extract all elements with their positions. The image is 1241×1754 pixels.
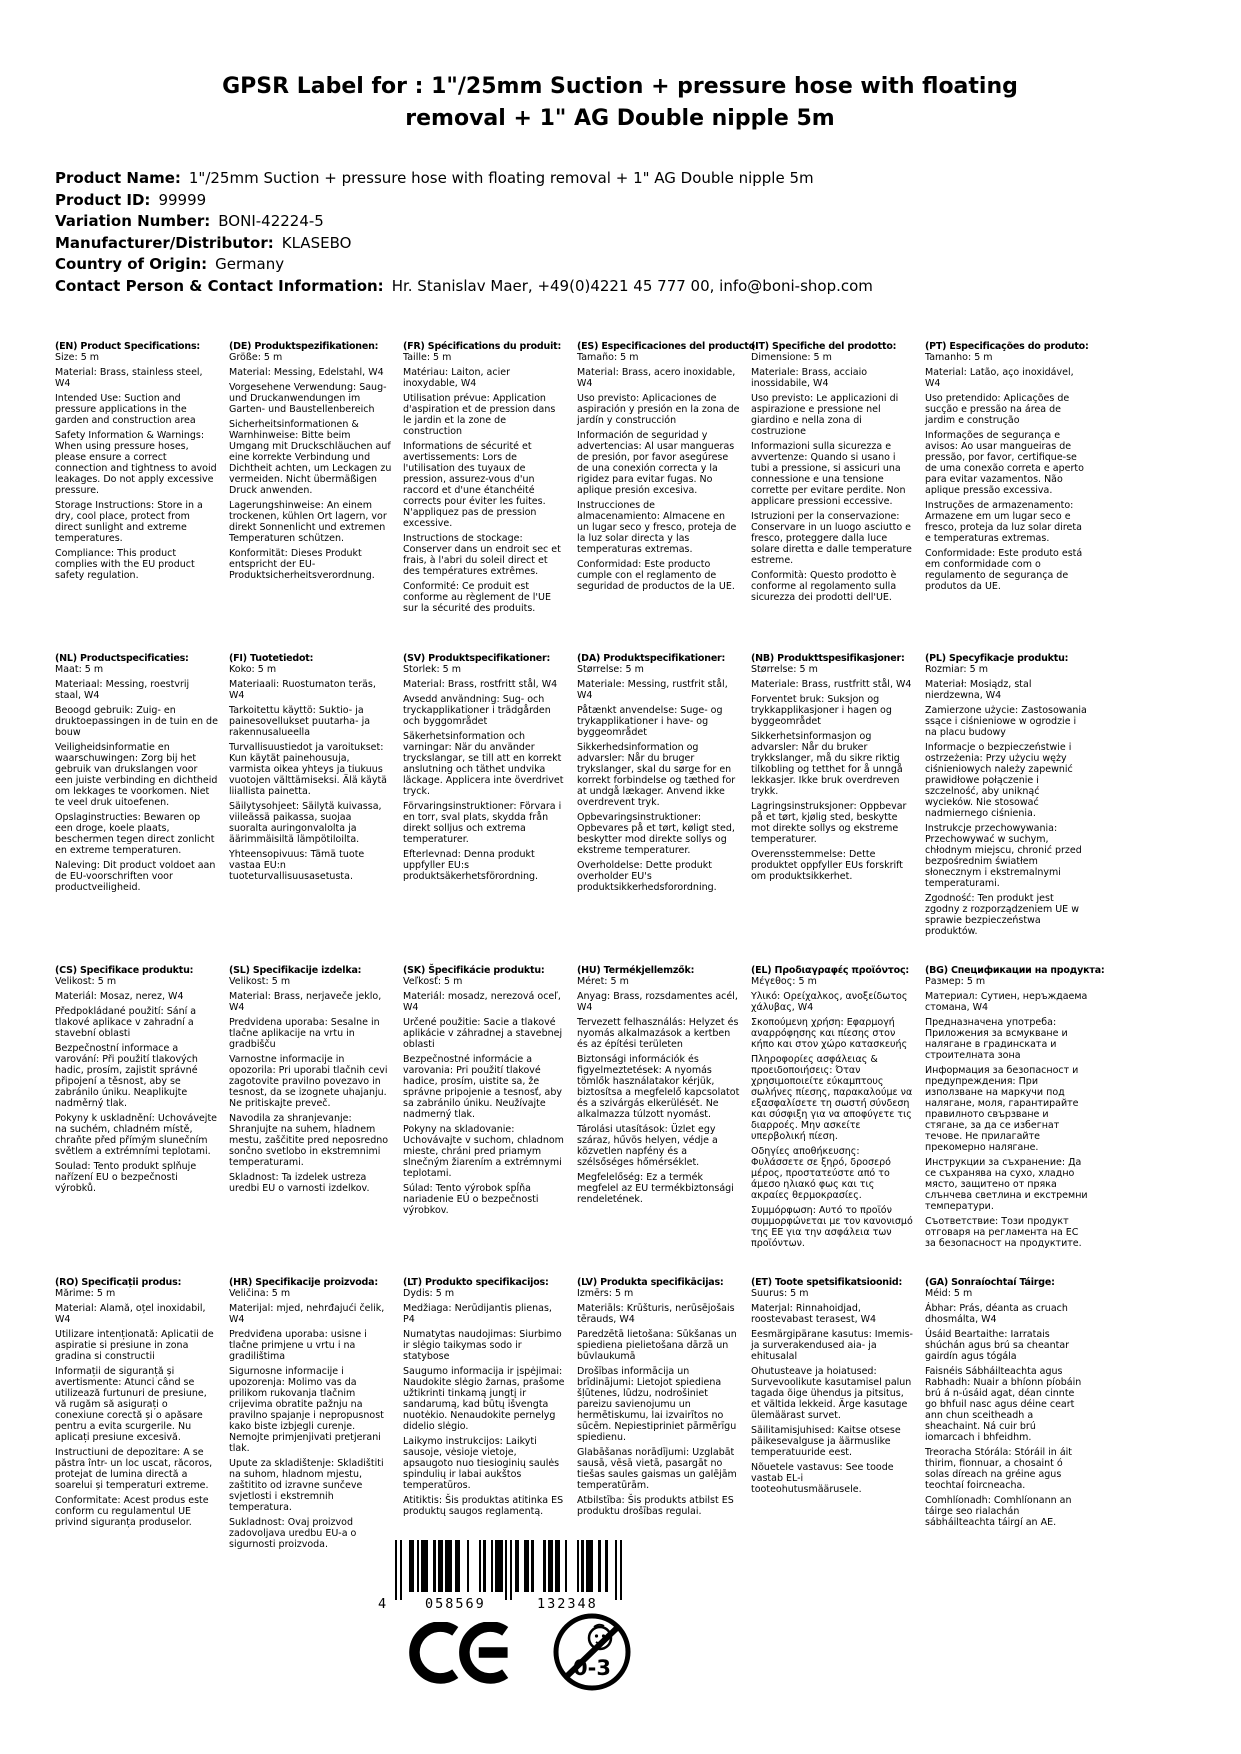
block-paragraph: Uso pretendido: Aplicações de sucção e pressão na área de jardim e construção bbox=[925, 393, 1070, 426]
barcode-digit-first: 4 bbox=[378, 1596, 389, 1612]
block-paragraph: Suurus: 5 m bbox=[751, 1288, 809, 1299]
block-paragraph: Laikymo instrukcijos: Laikyti sausoje, vėsioje vietoje, apsaugoto nuo tiesioginių saulės spindulių ir labai aukštos temperatūros. bbox=[403, 1436, 560, 1491]
block-paragraph: Materiaali: Ruostumaton teräs, W4 bbox=[229, 679, 376, 701]
block-paragraph: Konformität: Dieses Produkt entspricht der EU-Produktsicherheitsverordnung. bbox=[229, 548, 375, 581]
language-block-en bbox=[55, 341, 218, 653]
block-paragraph: Opbevaringsinstruktioner: Opbevares på et tørt, køligt sted, beskytter mod direkte sollys og ekstreme temperaturer. bbox=[577, 812, 735, 856]
block-heading: (ET) Toote spetsifikatsioonid: bbox=[751, 1277, 903, 1288]
block-paragraph: Tarkoitettu käyttö: Suktio- ja painesovellukset puutarha- ja rakennusalueella bbox=[229, 705, 371, 738]
block-paragraph: Pokyny k uskladnění: Uchovávejte na suchém, chladném místě, chraňte před přímým slunečním světlem a extrémními teplotami. bbox=[55, 1113, 218, 1157]
info-line bbox=[55, 168, 873, 190]
block-paragraph: Tárolási utasítások: Üzlet egy száraz, hűvös helyen, védje a közvetlen napfény és a szélsőséges hőmérséklet. bbox=[577, 1124, 718, 1168]
block-heading: (DE) Produktspezifikationen: bbox=[229, 341, 379, 352]
block-paragraph: Informații de siguranță și avertismente: Atunci când se utilizează furtunuri de presiune, vă rugăm să asigurați o conexiune corectă și o apăsare pentru a evita scurgerile. Nu aplicați presiune excesivă. bbox=[55, 1366, 207, 1443]
block-paragraph: Material: Brass, acero inoxidable, W4 bbox=[577, 367, 736, 389]
block-heading: (ES) Especificaciones del producto: bbox=[577, 341, 759, 352]
block-paragraph: Dydis: 5 m bbox=[403, 1288, 455, 1299]
age-warning-label: 0-3 bbox=[573, 1656, 611, 1680]
block-paragraph: Dimensione: 5 m bbox=[751, 352, 832, 363]
block-paragraph: Sikkerhedsinformation og advarsler: Når du bruger trykslanger, skal du sørge for en korrekt forbindelse og tæthed for at undgå lækager. Anvend ikke overdrevent tryk. bbox=[577, 742, 736, 808]
block-paragraph: Инструкции за съхранение: Да се съхранява на сухо, хладно място, защитено от пряка слънчева светлина и екстремни температури. bbox=[925, 1157, 1088, 1212]
block-paragraph: Lagringsinstruksjoner: Oppbevar på et tørt, kjølig sted, beskytte mot direkte sollys og ekstreme temperaturer. bbox=[751, 801, 907, 845]
language-block-hu bbox=[577, 965, 740, 1277]
block-heading: (LV) Produkta specifikācijas: bbox=[577, 1277, 724, 1288]
block-paragraph: Informazioni sulla sicurezza e avvertenze: Quando si usano i tubi a pressione, si assicuri una connessione e una tensione corrette per evitare perdite. Non applicare pressioni eccessive. bbox=[751, 441, 906, 507]
language-block-ro bbox=[55, 1277, 218, 1589]
block-paragraph: Conformitate: Acest produs este conform cu regulamentul UE privind siguranța produselor. bbox=[55, 1495, 209, 1528]
block-heading: (PT) Especificações do produto: bbox=[925, 341, 1089, 352]
block-paragraph: Drošības informācija un brīdinājumi: Lietojot spiediena šļūtenes, lūdzu, nodrošiniet pareizu savienojumu un hermētiskumu, lai izvairītos no sūcēm. Nepiestipriniet pārmērīgu spiedienu. bbox=[577, 1366, 737, 1443]
block-paragraph: Skladnost: Ta izdelek ustreza uredbi EU o varnosti izdelkov. bbox=[229, 1172, 370, 1194]
language-block-bg bbox=[925, 965, 1105, 1277]
info-label: Manufacturer/Distributor: bbox=[55, 233, 274, 252]
block-paragraph: Varnostne informacije in opozorila: Pri uporabi tlačnih cevi zagotovite pravilno povezavo in tesnost, da se izognete uhajanju. Ne pritiskajte preveč. bbox=[229, 1054, 388, 1109]
block-paragraph: Instrucciones de almacenamiento: Almacene en un lugar seco y fresco, proteja de la luz solar directa y las temperaturas extremas. bbox=[577, 500, 737, 555]
block-paragraph: Materiál: mosadz, nerezová oceľ, W4 bbox=[403, 991, 561, 1013]
block-paragraph: Treoracha Stórála: Stóráil in áit thirim, fionnuar, a chosaint ó solas díreach na gréine agus teochtaí foircneacha. bbox=[925, 1447, 1073, 1491]
block-paragraph: Méret: 5 m bbox=[577, 976, 629, 987]
language-block-et bbox=[751, 1277, 914, 1589]
block-heading: (FI) Tuotetiedot: bbox=[229, 653, 314, 664]
block-paragraph: Πληροφορίες ασφάλειας & προειδοποιήσεις: Όταν χρησιμοποιείτε εύκαμπτους σωλήνες πίεσης, παρακαλούμε να εξασφαλίσετε τη σωστή σύνδεση και σύσφιξη για να αποφύγετε τις διαρροές. Μην ασκείτε υπερβολική πίεση. bbox=[751, 1054, 913, 1142]
block-paragraph: Material: Brass, rostfritt stål, W4 bbox=[403, 679, 558, 690]
info-value: Germany bbox=[215, 255, 285, 273]
block-paragraph: Beoogd gebruik: Zuig- en druktoepassingen in de tuin en de bouw bbox=[55, 705, 218, 738]
block-paragraph: Tervezett felhasználás: Helyzet és nyomás alkalmazások a kertben és az építési területen bbox=[577, 1017, 739, 1050]
language-block-ga bbox=[925, 1277, 1088, 1589]
block-paragraph: Instructiuni de depozitare: A se păstra într- un loc uscat, răcoros, protejat de lumina directă a soarelui și temperaturi extreme. bbox=[55, 1447, 213, 1491]
block-paragraph: Sukladnost: Ovaj proizvod zadovoljava uredbu EU-a o sigurnosti proizvoda. bbox=[229, 1517, 357, 1550]
block-heading: (LT) Produkto specifikacijos: bbox=[403, 1277, 549, 1288]
info-value: Hr. Stanislav Maer, +49(0)4221 45 777 00, info@boni-shop.com bbox=[391, 276, 873, 295]
block-heading: (NB) Produkttspesifikasjoner: bbox=[751, 653, 905, 664]
block-paragraph: Naleving: Dit product voldoet aan de EU-voorschriften voor productveiligheid. bbox=[55, 860, 216, 893]
language-block-de bbox=[229, 341, 392, 653]
block-paragraph: Matériau: Laiton, acier inoxydable, W4 bbox=[403, 367, 510, 389]
block-paragraph: Súlad: Tento výrobok spĺňa nariadenie EÚ o bezpečnosti výrobkov. bbox=[403, 1183, 539, 1216]
block-paragraph: Conformidad: Este producto cumple con el reglamento de seguridad de productos de la UE. bbox=[577, 559, 735, 592]
block-paragraph: Materiale: Brass, acciaio inossidabile, W4 bbox=[751, 367, 868, 389]
block-paragraph: Ábhar: Prás, déanta as cruach dhosmálta, W4 bbox=[925, 1303, 1068, 1325]
barcode-digits-right: 132348 bbox=[537, 1596, 598, 1612]
block-paragraph: Säilitamisjuhised: Kaitse otsese päikesevalguse ja äärmuslike temperatuuride eest. bbox=[751, 1425, 901, 1458]
block-paragraph: Μέγεθος: 5 m bbox=[751, 976, 817, 987]
block-paragraph: Förvaringsinstruktioner: Förvara i en torr, sval plats, skydda från direkt solljus och extrema temperaturer. bbox=[403, 801, 562, 845]
block-heading: (EL) Προδιαγραφές προϊόντος: bbox=[751, 965, 909, 976]
block-paragraph: Faisnéis Sábháilteachta agus Rabhadh: Nuair a bhíonn píobáin brú á n-úsáid agat, déan cinnte go bhfuil nasc agus déine ceart ann chun sceitheadh a sheachaint. Ná cuir brú iomarcach i bhfeidhm. bbox=[925, 1366, 1082, 1443]
block-paragraph: Comhlíonadh: Comhlíonann an táirge seo rialachán sábháilteachta táirgí an AE. bbox=[925, 1495, 1072, 1528]
block-paragraph: Ohutusteave ja hoiatused: Survevoolikute kasutamisel palun tagada õige ühendus ja pitsitus, et vältida lekkeid. Ärge kasutage ülemäärast survet. bbox=[751, 1366, 912, 1421]
block-heading: (SL) Specifikacije izdelka: bbox=[229, 965, 362, 976]
block-paragraph: Overensstemmelse: Dette produktet oppfyller EUs forskrift om produktsikkerhet. bbox=[751, 849, 904, 882]
block-paragraph: Material: Brass, stainless steel, W4 bbox=[55, 367, 203, 389]
block-paragraph: Atbilstība: Šis produkts atbilst ES produktu drošības regulai. bbox=[577, 1495, 734, 1517]
info-value: BONI-42224-5 bbox=[218, 212, 324, 230]
block-paragraph: Forventet bruk: Suksjon og trykkapplikasjoner i hagen og byggeområdet bbox=[751, 694, 892, 727]
block-paragraph: Size: 5 m bbox=[55, 352, 100, 363]
language-block-da bbox=[577, 653, 740, 965]
block-paragraph: Uso previsto: Le applicazioni di aspirazione e pressione nel giardino e nella zona di costruzione bbox=[751, 393, 899, 437]
info-label: Product ID: bbox=[55, 190, 151, 209]
block-paragraph: Materiál: Mosaz, nerez, W4 bbox=[55, 991, 184, 1002]
block-paragraph: Säkerhetsinformation och varningar: När du använder tryckslangar, se till att en korrekt anslutning och täthet undvika läckage. Applicera inte överdrivet tryck. bbox=[403, 731, 564, 797]
info-line bbox=[55, 190, 873, 212]
language-block-nb bbox=[751, 653, 914, 965]
block-paragraph: Σκοπούμενη χρήση: Εφαρμογή αναρρόφησης και πίεσης στον κήπο και στον χώρο κατασκευής bbox=[751, 1017, 908, 1050]
language-block-hr bbox=[229, 1277, 392, 1589]
block-paragraph: Glabāšanas norādījumi: Uzglabāt sausā, vēsā vietā, pasargāt no tiešas saules gaismas un galējām temperatūrām. bbox=[577, 1447, 737, 1491]
block-paragraph: Rozmiar: 5 m bbox=[925, 664, 988, 675]
block-paragraph: Predvidena uporaba: Sesalne in tlačne aplikacije na vrtu in gradbišču bbox=[229, 1017, 380, 1050]
block-paragraph: Numatytas naudojimas: Siurbimo ir slėgio taikymas sodo ir statybose bbox=[403, 1329, 562, 1362]
page-title: GPSR Label for : 1"/25mm Suction + pressure hose with floating removal + 1" AG Double nipple 5m bbox=[222, 73, 1018, 131]
block-paragraph: Υλικό: Ορείχαλκος, ανοξείδωτος χάλυβας, W4 bbox=[751, 991, 908, 1013]
block-paragraph: Atitiktis: Šis produktas atitinka ES produktų saugos reglamentą. bbox=[403, 1495, 564, 1517]
product-info bbox=[55, 168, 873, 297]
block-paragraph: Säilytysohjeet: Säilytä kuivassa, viileässä paikassa, suojaa suoralta auringonvalolta ja äärimmäisiltä lämpötiloilta. bbox=[229, 801, 382, 845]
block-paragraph: Eesmärgipärane kasutus: Imemis- ja surverakendused aia- ja ehitusalal bbox=[751, 1329, 913, 1362]
block-heading: (DA) Produktspecifikationer: bbox=[577, 653, 726, 664]
block-paragraph: Uso previsto: Aplicaciones de aspiración y presión en la zona de jardín y construcción bbox=[577, 393, 740, 426]
block-heading: (HU) Termékjellemzők: bbox=[577, 965, 695, 976]
block-paragraph: Compliance: This product complies with the EU product safety regulation. bbox=[55, 548, 195, 581]
block-paragraph: Avsedd användning: Sug- och tryckapplikationer i trädgården och byggområdet bbox=[403, 694, 551, 727]
block-heading: (EN) Product Specifications: bbox=[55, 341, 200, 352]
block-heading: (CS) Specifikace produktu: bbox=[55, 965, 194, 976]
block-paragraph: Größe: 5 m bbox=[229, 352, 283, 363]
block-paragraph: Úsáid Beartaithe: Iarratais shúchán agus brú sa cheantar gairdín agus tógála bbox=[925, 1329, 1070, 1362]
block-paragraph: Sicherheitsinformationen & Warnhinweise: Bitte beim Umgang mit Druckschläuchen auf eine korrekte Verbindung und Dichtheit achten, um Leckagen zu vermeiden. Nicht übermäßigen Druck anwenden. bbox=[229, 419, 392, 496]
block-heading: (FR) Spécifications du produit: bbox=[403, 341, 562, 352]
block-paragraph: Storage Instructions: Store in a dry, cool place, protect from direct sunlight and extreme temperatures. bbox=[55, 500, 203, 544]
block-paragraph: Lagerungshinweise: An einem trockenen, kühlen Ort lagern, vor direkt Sonnenlicht und extremen Temperaturen schützen. bbox=[229, 500, 387, 544]
block-heading: (SK) Špecifikácie produktu: bbox=[403, 965, 545, 976]
block-paragraph: Velikost: 5 m bbox=[229, 976, 291, 987]
block-paragraph: Tamanho: 5 m bbox=[925, 352, 993, 363]
barcode-bars bbox=[395, 1540, 622, 1602]
info-label: Product Name: bbox=[55, 169, 181, 187]
block-paragraph: Veličina: 5 m bbox=[229, 1288, 291, 1299]
language-block-fi bbox=[229, 653, 392, 965]
block-paragraph: Istruzioni per la conservazione: Conservare in un luogo asciutto e fresco, proteggere dalla luce solare diretta e dalle temperature estreme. bbox=[751, 511, 912, 566]
block-paragraph: Safety Information & Warnings: When using pressure hoses, please ensure a correct connection and tightness to avoid leakages. Do not apply excessive pressure. bbox=[55, 430, 217, 496]
block-paragraph: Material: Brass, nerjaveče jeklo, W4 bbox=[229, 991, 382, 1013]
block-paragraph: Koko: 5 m bbox=[229, 664, 277, 675]
block-paragraph: Intended Use: Suction and pressure applications in the garden and construction area bbox=[55, 393, 196, 426]
block-paragraph: Materiał: Mosiądz, stal nierdzewna, W4 bbox=[925, 679, 1032, 701]
block-paragraph: Materiale: Messing, rustfrit stål, W4 bbox=[577, 679, 728, 701]
language-block-el bbox=[751, 965, 914, 1277]
block-paragraph: Съответствие: Този продукт отговаря на регламента на ЕС за безопасност на продуктите. bbox=[925, 1216, 1082, 1249]
block-heading: (NL) Productspecificaties: bbox=[55, 653, 189, 664]
block-paragraph: Предназначена употреба: Приложения за всмукване и налягане в градинската и строителната зона bbox=[925, 1017, 1068, 1061]
block-paragraph: Paredzētā lietošana: Sūkšanas un spiediena pielietošana dārzā un būvlaukumā bbox=[577, 1329, 737, 1362]
ce-mark-icon bbox=[402, 1622, 522, 1688]
block-paragraph: Instrukcje przechowywania: Przechowywać w suchym, chłodnym miejscu, chronić przed bezpośrednim światłem słonecznym i ekstremalnymi temperaturami. bbox=[925, 823, 1082, 889]
block-paragraph: Størrelse: 5 m bbox=[577, 664, 644, 675]
block-paragraph: Maat: 5 m bbox=[55, 664, 104, 675]
block-paragraph: Tamaño: 5 m bbox=[577, 352, 639, 363]
block-paragraph: Utilisation prévue: Application d'aspiration et de pression dans le jardin et la zone de construction bbox=[403, 393, 556, 437]
block-paragraph: Informações de segurança e avisos: Ao usar mangueiras de pressão, por favor, certifique-se de uma conexão correta e aperto para evitar vazamentos. Não aplique pressão excessiva. bbox=[925, 430, 1084, 496]
language-block-sk bbox=[403, 965, 566, 1277]
block-paragraph: Informations de sécurité et avertissements: Lors de l'utilisation des tuyaux de pression, assurez-vous d'un raccord et d'une étanchéité corrects pour éviter les fuites. N'appliquez pas de pression excessive. bbox=[403, 441, 546, 529]
block-paragraph: Upute za skladištenje: Skladištiti na suhom, hladnom mjestu, zaštitito od izravne sunčeve svjetlosti i ekstremnih temperatura. bbox=[229, 1458, 384, 1513]
block-paragraph: Opslaginstructies: Bewaren op een droge, koele plaats, beschermen tegen direct zonlicht en extreme temperaturen. bbox=[55, 812, 215, 856]
language-block-fr bbox=[403, 341, 566, 653]
block-paragraph: Mărime: 5 m bbox=[55, 1288, 116, 1299]
block-paragraph: Veiligheidsinformatie en waarschuwingen: Zorg bij het gebruik van drukslangen voor een juiste verbinding en dichtheid om lekkages te voorkomen. Niet te veel druk uitoefenen. bbox=[55, 742, 218, 808]
block-paragraph: Méid: 5 m bbox=[925, 1288, 973, 1299]
barcode-module bbox=[620, 1540, 622, 1600]
block-heading: (IT) Specifiche del prodotto: bbox=[751, 341, 897, 352]
block-paragraph: Megfelelőség: Ez a termék megfelel az EU termékbiztonsági rendeletének. bbox=[577, 1172, 734, 1205]
block-paragraph: Påtænkt anvendelse: Suge- og trykapplikationer i have- og byggeområdet bbox=[577, 705, 723, 738]
block-paragraph: Conformidade: Este produto está em conformidade com o regulamento de segurança de produtos da UE. bbox=[925, 548, 1083, 592]
block-heading: (GA) Sonraíochtaí Táirge: bbox=[925, 1277, 1055, 1288]
block-paragraph: Συμμόρφωση: Αυτό το προϊόν συμμορφώνεται με τον κανονισμό της ΕΕ για την ασφάλεια των προϊόντων. bbox=[751, 1205, 913, 1249]
barcode bbox=[378, 1540, 622, 1620]
block-paragraph: Soulad: Tento produkt splňuje nařízení EU o bezpečnosti výrobků. bbox=[55, 1161, 197, 1194]
info-label: Variation Number: bbox=[55, 212, 211, 230]
barcode-digits-left: 058569 bbox=[425, 1596, 486, 1612]
block-paragraph: Размер: 5 m bbox=[925, 976, 986, 987]
block-paragraph: Anyag: Brass, rozsdamentes acél, W4 bbox=[577, 991, 738, 1013]
block-paragraph: Medžiaga: Nerūdijantis plienas, P4 bbox=[403, 1303, 552, 1325]
info-label: Country of Origin: bbox=[55, 255, 208, 273]
info-line bbox=[55, 233, 873, 255]
language-block-cs bbox=[55, 965, 218, 1277]
block-paragraph: Saugumo informacija ir įspėjimai: Naudokite slėgio žarnas, prašome užtikrinti tinkamą jungtį ir sandarumą, kad būtų išvengta nuotėkio. Nenaudokite pernelyg didelio slėgio. bbox=[403, 1366, 565, 1432]
block-paragraph: Material: Latão, aço inoxidável, W4 bbox=[925, 367, 1074, 389]
block-heading: (PL) Specyfikacje produktu: bbox=[925, 653, 1069, 664]
block-paragraph: Určené použitie: Sacie a tlakové aplikácie v záhradnej a stavebnej oblasti bbox=[403, 1017, 563, 1050]
block-heading: (RO) Specificații produs: bbox=[55, 1277, 182, 1288]
block-paragraph: Οδηγίες αποθήκευσης: Φυλάσσετε σε ξηρό, δροσερό μέρος, προστατεύστε από το άμεσο ηλιακό φως και τις ακραίες θερμοκρασίες. bbox=[751, 1146, 891, 1201]
language-block-es bbox=[577, 341, 759, 653]
block-heading: (BG) Спецификации на продукта: bbox=[925, 965, 1105, 976]
language-grid bbox=[55, 341, 1105, 1589]
language-block-sl bbox=[229, 965, 392, 1277]
info-value: 99999 bbox=[158, 190, 207, 209]
language-block-it bbox=[751, 341, 914, 653]
block-paragraph: Instructions de stockage: Conserver dans un endroit sec et frais, à l'abri du soleil direct et des températures extrêmes. bbox=[403, 533, 561, 577]
block-paragraph: Zgodność: Ten produkt jest zgodny z rozporządzeniem UE w sprawie bezpieczeństwa produktów. bbox=[925, 893, 1079, 937]
block-paragraph: Materjal: Rinnahoidjad, roostevabast terasest, W4 bbox=[751, 1303, 877, 1325]
block-paragraph: Sikkerhetsinformasjon og advarsler: Når du bruker trykkslanger, må du sikre riktig tilkobling og tetthet for å unngå lekkasjer. Ikke bruk overdreven trykk. bbox=[751, 731, 903, 797]
block-paragraph: Conformità: Questo prodotto è conforme al regolamento sulla sicurezza dei prodotti dell'UE. bbox=[751, 570, 897, 603]
block-paragraph: Predviđena uporaba: usisne i tlačne primjene u vrtu i na gradilištima bbox=[229, 1329, 367, 1362]
block-paragraph: Předpokládané použití: Sání a tlakové aplikace v zahradní a stavební oblasti bbox=[55, 1006, 197, 1039]
info-line bbox=[55, 211, 873, 233]
info-line bbox=[55, 254, 873, 276]
block-paragraph: Nõuetele vastavus: See toode vastab EL-i tooteohutusmäärusele. bbox=[751, 1462, 894, 1495]
block-heading: (SV) Produktspecifikationer: bbox=[403, 653, 551, 664]
block-paragraph: Veľkosť: 5 m bbox=[403, 976, 463, 987]
block-paragraph: Материал: Сутиен, неръждаема стомана, W4 bbox=[925, 991, 1088, 1013]
block-paragraph: Materiale: Brass, rustfritt stål, W4 bbox=[751, 679, 912, 690]
block-paragraph: Utilizare intenționată: Aplicatii de aspiratie si presiune in zona gradina si constructii bbox=[55, 1329, 214, 1362]
age-warning-icon bbox=[552, 1612, 632, 1696]
block-paragraph: Bezpečnostné informácie a varovania: Pri použití tlakové hadice, prosím, uistite sa, že správne pripojenie a tesnosť, aby sa zabránilo úniku. Neužívajte nadmerný tlak. bbox=[403, 1054, 563, 1120]
block-paragraph: Sigurnosne informacije i upozorenja: Molimo vas da prilikom rukovanja tlačnim crijevima obratite pažnju na pravilno spajanje i nepropusnost kako biste izbjegli curenje. Nemojte primjenjivati pretjerani tlak. bbox=[229, 1366, 384, 1454]
language-block-pl bbox=[925, 653, 1088, 965]
block-heading: (HR) Specifikacije proizvoda: bbox=[229, 1277, 378, 1288]
block-paragraph: Velikost: 5 m bbox=[55, 976, 117, 987]
block-paragraph: Overholdelse: Dette produkt overholder EU's produktsikkerhedsforordning. bbox=[577, 860, 717, 893]
block-paragraph: Pokyny na skladovanie: Uchovávajte v suchom, chladnom mieste, chráni pred priamym slnečným žiarením a extrémnymi teplotami. bbox=[403, 1124, 564, 1179]
block-paragraph: Material: Alamă, oțel inoxidabil, W4 bbox=[55, 1303, 206, 1325]
block-paragraph: Информация за безопасност и предупреждения: При използване на маркучи под налягане, моля, гарантирайте правилното свързване и стягане, за да се избегнат течове. Не прилагайте прекомерно налягане. bbox=[925, 1065, 1079, 1153]
block-paragraph: Størrelse: 5 m bbox=[751, 664, 818, 675]
block-paragraph: Izmērs: 5 m bbox=[577, 1288, 634, 1299]
info-value: KLASEBO bbox=[281, 233, 352, 252]
block-paragraph: Yhteensopivuus: Tämä tuote vastaa EU:n tuoteturvallisuusasetusta. bbox=[229, 849, 365, 882]
block-paragraph: Biztonsági információk és figyelmeztetések: A nyomás tömlők használatakor kérjük, biztosítsa a megfelelő kapcsolatot és a szivárgás elkerülését. Ne alkalmazza túlzott nyomást. bbox=[577, 1054, 740, 1120]
block-paragraph: Taille: 5 m bbox=[403, 352, 452, 363]
block-paragraph: Materijal: mjed, nehrđajući čelik, W4 bbox=[229, 1303, 385, 1325]
block-paragraph: Zamierzone użycie: Zastosowania ssące i ciśnieniowe w ogrodzie i na placu budowy bbox=[925, 705, 1087, 738]
block-paragraph: Instruções de armazenamento: Armazene em um lugar seco e fresco, proteja da luz solar direta e temperaturas extremas. bbox=[925, 500, 1082, 544]
block-paragraph: Vorgesehene Verwendung: Saug- und Druckanwendungen im Garten- und Baustellenbereich bbox=[229, 382, 387, 415]
info-value: 1"/25mm Suction + pressure hose with floating removal + 1" AG Double nipple 5m bbox=[188, 169, 814, 187]
block-paragraph: Bezpečnostní informace a varování: Při použití tlakových hadic, prosím, zajistit správné připojení a těsnost, aby se zabránilo úniku. Neaplikujte nadměrný tlak. bbox=[55, 1043, 198, 1109]
language-block-sv bbox=[403, 653, 566, 965]
block-paragraph: Materiāls: Krūšturis, nerūsējošais tērauds, W4 bbox=[577, 1303, 735, 1325]
block-paragraph: Conformité: Ce produit est conforme au règlement de l'UE sur la sécurité des produits. bbox=[403, 581, 551, 614]
block-paragraph: Material: Messing, Edelstahl, W4 bbox=[229, 367, 384, 378]
language-block-nl bbox=[55, 653, 218, 965]
block-paragraph: Información de seguridad y advertencias: Al usar mangueras de presión, por favor asegúrese de una conexión correcta y la rigidez para evitar fugas. No aplique presión excesiva. bbox=[577, 430, 735, 496]
block-paragraph: Materiaal: Messing, roestvrij staal, W4 bbox=[55, 679, 190, 701]
language-block-pt bbox=[925, 341, 1088, 653]
block-paragraph: Storlek: 5 m bbox=[403, 664, 461, 675]
block-paragraph: Efterlevnad: Denna produkt uppfyller EU:s produktsäkerhetsförordning. bbox=[403, 849, 539, 882]
block-paragraph: Informacje o bezpieczeństwie i ostrzeżenia: Przy użyciu węży ciśnieniowych należy zapewnić prawidłowe połączenie i szczelność, aby uniknąć wycieków. Nie stosować nadmiernego ciśnienia. bbox=[925, 742, 1073, 819]
info-line bbox=[55, 276, 873, 298]
block-paragraph: Turvallisuustiedot ja varoitukset: Kun käytät painehousuja, varmista oikea yhteys ja tiukuus vuotojen välttämiseksi. Älä käytä liiallista painetta. bbox=[229, 742, 387, 797]
info-label: Contact Person & Contact Information: bbox=[55, 276, 384, 295]
block-paragraph: Navodila za shranjevanje: Shranjujte na suhem, hladnem mestu, zaščitite pred neposredno sončno svetlobo in ekstremnimi temperaturami. bbox=[229, 1113, 389, 1168]
